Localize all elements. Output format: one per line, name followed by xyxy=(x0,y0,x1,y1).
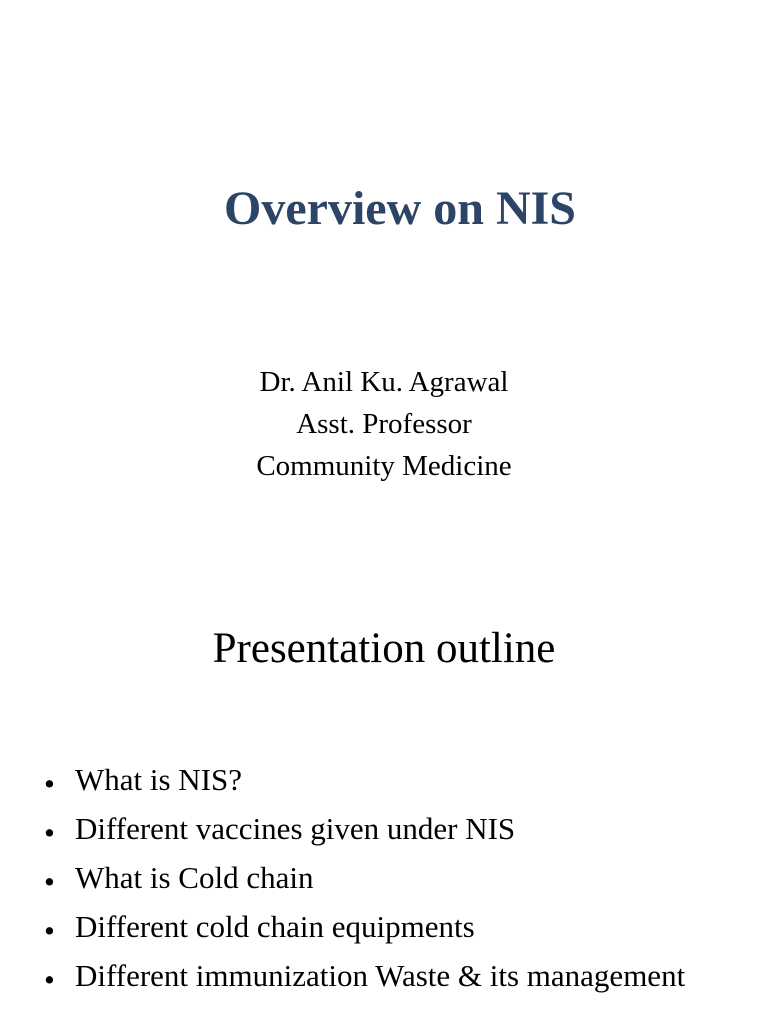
outline-item-text: What is Cold chain xyxy=(75,860,314,895)
outline-item xyxy=(44,955,744,1004)
author-name: Dr. Anil Ku. Agrawal xyxy=(259,366,509,398)
bullet-icon: • xyxy=(44,913,55,948)
bullet-icon: • xyxy=(44,962,55,997)
author-designation: Asst. Professor xyxy=(296,408,472,440)
bullet-icon: • xyxy=(44,766,55,801)
outline-item-text: What is NIS? xyxy=(75,762,243,797)
outline-item xyxy=(44,857,744,906)
outline-title: Presentation outline xyxy=(212,625,556,672)
bullet-icon: • xyxy=(44,815,55,850)
outline-item xyxy=(44,759,744,808)
slide-title: Overview on NIS xyxy=(224,182,576,235)
author-department: Community Medicine xyxy=(256,450,512,482)
author-block xyxy=(0,361,768,487)
outline-list xyxy=(44,759,744,1004)
outline-item xyxy=(44,906,744,955)
bullet-icon: • xyxy=(44,864,55,899)
outline-item xyxy=(44,808,744,857)
outline-item-text: Different cold chain equipments xyxy=(75,909,475,944)
outline-item-text: Different vaccines given under NIS xyxy=(75,811,516,846)
outline-item-text: Different immunization Waste & its management xyxy=(75,958,686,993)
